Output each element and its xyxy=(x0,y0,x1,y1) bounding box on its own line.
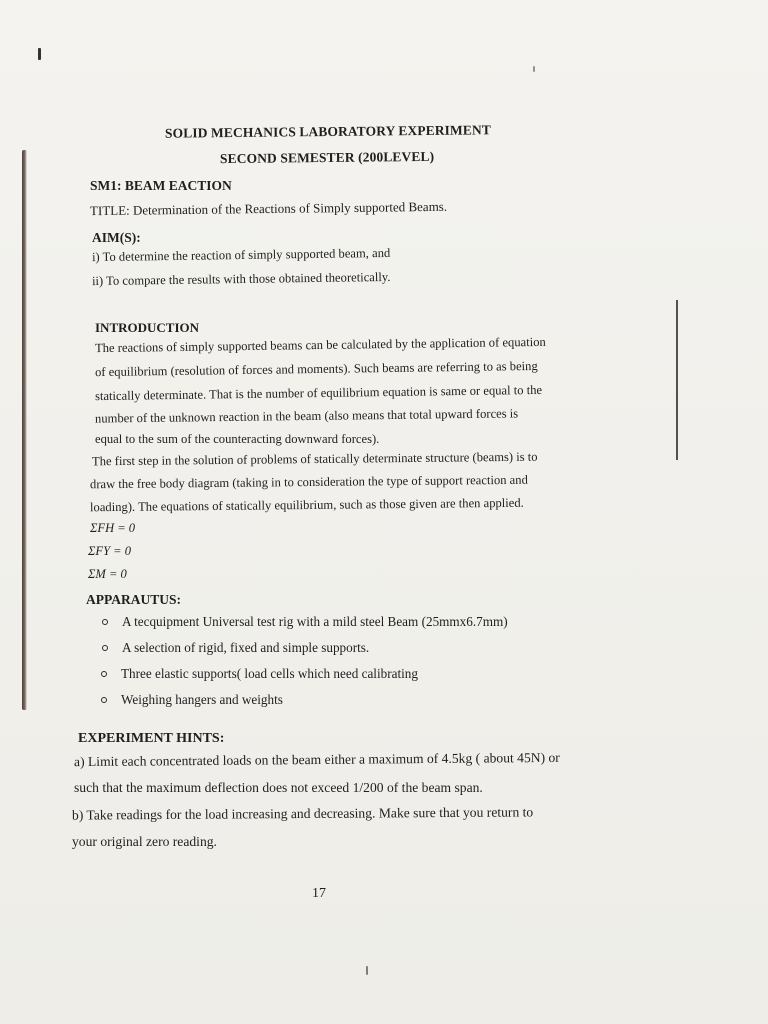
aim-item: ii) To compare the results with those obtained theoretically. xyxy=(91,269,391,289)
equation-sum-fy: ΣFY = 0 xyxy=(88,544,131,558)
apparatus-item-text: A tecquipment Universal test rig with a mild steel Beam (25mmx6.7mm) xyxy=(122,614,508,629)
page-number: 17 xyxy=(312,886,326,901)
bullet-icon xyxy=(102,619,108,625)
header-line-2: SECOND SEMESTER (200LEVEL) xyxy=(219,148,435,167)
hint-line: a) Limit each concentrated loads on the beam either a maximum of 4.5kg ( about 45N) or xyxy=(73,749,560,770)
title-label: TITLE: xyxy=(89,202,130,219)
experiment-code: SM1: BEAM EACTION xyxy=(90,178,232,193)
apparatus-item xyxy=(102,614,508,630)
introduction-heading: INTRODUCTION xyxy=(95,320,200,335)
introduction-line: equal to the sum of the counteracting downward forces). xyxy=(95,432,380,446)
introduction-line: number of the unknown reaction in the beam (also means that total upward forces is xyxy=(94,406,519,426)
introduction-line: The reactions of simply supported beams can be calculated by the application of equation xyxy=(94,334,546,356)
title-row xyxy=(90,199,447,219)
apparatus-item xyxy=(101,666,418,682)
apparatus-item xyxy=(101,692,283,708)
bullet-icon xyxy=(102,645,108,651)
introduction-line: loading). The equations of statically equilibrium, such as those given are then applied. xyxy=(89,495,524,515)
header-line-1: SOLID MECHANICS LABORATORY EXPERIMENT xyxy=(164,122,491,141)
apparatus-item-text: A selection of rigid, fixed and simple supports. xyxy=(122,640,370,655)
introduction-line: statically determinate. That is the number of equilibrium equation is same or equal to the xyxy=(94,382,543,404)
introduction-line: of equilibrium (resolution of forces and moments). Such beams are referring to as being xyxy=(94,358,538,380)
equation-sum-m: ΣM = 0 xyxy=(88,567,127,581)
hints-heading: EXPERIMENT HINTS: xyxy=(78,731,225,746)
equation-sum-fh: ΣFH = 0 xyxy=(90,521,136,535)
apparatus-item xyxy=(102,640,369,656)
hint-line: your original zero reading. xyxy=(72,834,217,849)
hint-line: such that the maximum deflection does not exceed 1/200 of the beam span. xyxy=(74,780,483,795)
aims-heading: AIM(S): xyxy=(92,230,141,245)
bullet-icon xyxy=(101,697,107,703)
hint-line: b) Take readings for the load increasing and decreasing. Make sure that you return to xyxy=(71,804,534,823)
apparatus-item-text: Weighing hangers and weights xyxy=(121,692,283,707)
apparatus-heading: APPARAUTUS: xyxy=(86,592,181,607)
title-text: Determination of the Reactions of Simply supported Beams. xyxy=(129,198,448,218)
introduction-line: The first step in the solution of problems of statically determinate structure (beams) is to xyxy=(91,449,538,469)
introduction-line: draw the free body diagram (taking in to consideration the type of support reaction and xyxy=(89,472,528,492)
bullet-icon xyxy=(101,671,107,677)
aim-item: i) To determine the reaction of simply supported beam, and xyxy=(91,245,391,265)
apparatus-item-text: Three elastic supports( load cells which need calibrating xyxy=(121,666,418,681)
